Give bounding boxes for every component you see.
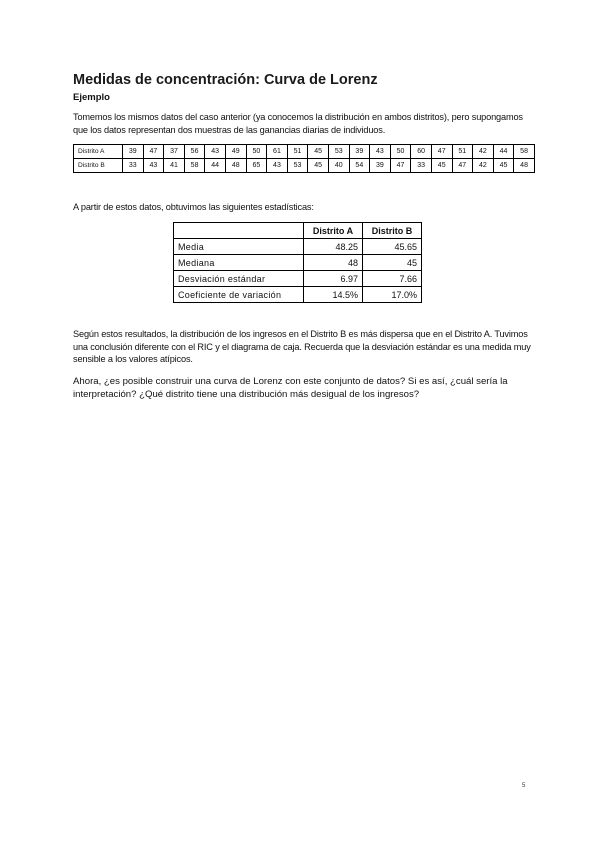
stats-label: Media [174,239,304,255]
stats-row-media [174,239,422,255]
data-cell: 50 [390,145,411,159]
stats-value-a: 14.5% [304,287,363,303]
intro-paragraph: Tomemos los mismos datos del caso anterior (ya conocemos la distribución en ambos distritos), pero supongamos que los datos representan dos muestras de las ganancias diarias de individuos. [73,112,523,135]
stats-value-b: 45 [363,255,422,271]
page-number: 5 [522,783,526,789]
data-cell: 53 [287,159,308,173]
data-cell: 48 [225,159,246,173]
stats-value-a: 6.97 [304,271,363,287]
data-cell: 43 [205,145,226,159]
conclusion-paragraph: Según estos resultados, la distribución de los ingresos en el Distrito B es más dispersa que en el Distrito A. Tuvimos una conclusión diferente con el RIC y el diagrama de caja. Recuerda que la desviación estándar es una medida muy sensible a los valores atípicos. [73,329,531,364]
data-cell: 45 [308,145,329,159]
data-cell: 39 [370,159,391,173]
stats-table [173,222,422,303]
stats-row-desviacion [174,271,422,287]
stats-value-b: 7.66 [363,271,422,287]
data-table [73,144,535,173]
data-cell: 50 [246,145,267,159]
data-row-label: Distrito B [74,159,123,173]
data-cell: 44 [493,145,514,159]
data-cell: 53 [328,145,349,159]
stats-header-distrito-a: Distrito A [304,223,363,239]
stats-header-row [174,223,422,239]
data-cell: 39 [349,145,370,159]
data-cell: 65 [246,159,267,173]
data-cell: 61 [267,145,288,159]
data-cell: 41 [164,159,185,173]
data-cell: 51 [452,145,473,159]
stats-value-a: 48 [304,255,363,271]
data-cell: 48 [514,159,535,173]
data-cell: 54 [349,159,370,173]
stats-value-a: 48.25 [304,239,363,255]
section-subtitle: Ejemplo [73,92,110,103]
data-cell: 42 [473,159,494,173]
data-cell: 47 [143,145,164,159]
data-cell: 43 [370,145,391,159]
data-cell: 47 [390,159,411,173]
data-row [74,159,535,173]
data-cell: 47 [452,159,473,173]
data-cell: 42 [473,145,494,159]
data-cell: 44 [205,159,226,173]
data-cell: 33 [411,159,432,173]
question-paragraph: Ahora, ¿es posible construir una curva de Lorenz con este conjunto de datos? Si es así, ¿cuál sería la interpretación? ¿Qué distrito tiene una distribución más desigual de los ingresos? [73,376,508,400]
stats-value-b: 17.0% [363,287,422,303]
data-cell: 45 [493,159,514,173]
stats-label: Mediana [174,255,304,271]
data-cell: 58 [184,159,205,173]
stats-header-empty [174,223,304,239]
data-cell: 33 [123,159,144,173]
stats-label: Desviación estándar [174,271,304,287]
data-cell: 45 [431,159,452,173]
data-row [74,145,535,159]
stats-header-distrito-b: Distrito B [363,223,422,239]
stats-intro-paragraph: A partir de estos datos, obtuvimos las siguientes estadísticas: [73,202,314,212]
data-cell: 47 [431,145,452,159]
data-cell: 40 [328,159,349,173]
page-title: Medidas de concentración: Curva de Lorenz [73,72,378,88]
data-row-label: Distrito A [74,145,123,159]
stats-label: Coeficiente de variación [174,287,304,303]
data-cell: 56 [184,145,205,159]
data-cell: 43 [267,159,288,173]
stats-row-mediana [174,255,422,271]
data-cell: 49 [225,145,246,159]
data-cell: 45 [308,159,329,173]
data-cell: 37 [164,145,185,159]
data-cell: 58 [514,145,535,159]
data-cell: 51 [287,145,308,159]
data-cell: 39 [123,145,144,159]
stats-value-b: 45.65 [363,239,422,255]
stats-row-coeficiente [174,287,422,303]
data-cell: 60 [411,145,432,159]
data-cell: 43 [143,159,164,173]
